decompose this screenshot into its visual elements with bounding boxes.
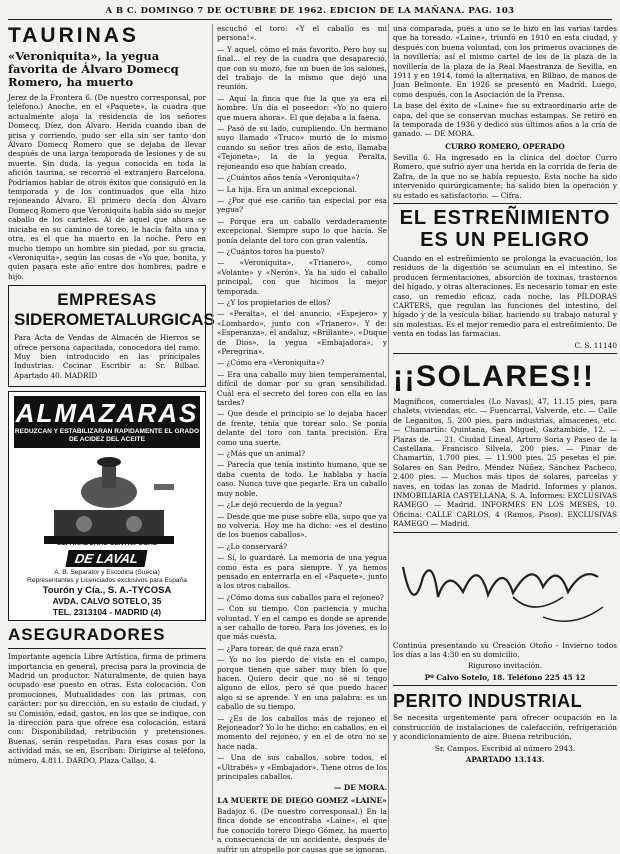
signature-icon xyxy=(393,537,617,637)
almazaras-ad xyxy=(8,391,206,621)
interview-paragraph: — «Veroniquita», «Trianero», como «Volante» y «Nerón». Ya ha sido el caballo principal, con que hicimos la mejor temporada. xyxy=(217,258,387,296)
interview-paragraph: — ¿Por qué ese cariño tan especial por esa yegua? xyxy=(217,195,387,215)
almazaras-footer xyxy=(9,540,205,620)
interview-paragraph: — Parecía que tenía instinto humano, que se daba cuenta de todo. Le hablaba y hacía caso. Nunca tuve que pegarle. Era un caballo muy noble. xyxy=(217,460,387,498)
aseguradores-body: Importante agencia Libre Artística, firma de primera importancia en general, precisa para la provincia de Madrid un productor. Naturalmente, de quien haya ocupado ese puesto en otras. Esta colocación. Con promociones, Mutualidades con las primas, con carácter: por su dirección, en su estado de ciudad, y su Comisión, edad, gastos, en los que se indique, con la dirección para que ofrece esa colocación, estará con: Disponibilidad, retribución y pretensiones. Buenas, serán respetadas. Para esas cosas por la actividad más, se en, Escriban: Dirigirse al teléfono, número. 4.811. DARDO, Plaza Callao, 4. xyxy=(8,652,206,765)
interview-paragraph: — ¿Cuántos años tenía «Veroniquita»? xyxy=(217,173,360,183)
peligro-heading: ES UN PELIGRO xyxy=(420,228,590,251)
curro-paragraph: Sevilla 6. Ha ingresado en la clínica del doctor Curro Romero, que sufrió ayer una herida en la corrida de feria de Zafra, de la que no se había repuesto. Esta noche ha sido intervenido quirúrgicamente; ha salido bien la operación y su estado es satisfactorio. — Cifra. xyxy=(393,152,617,200)
siderometalurgicas-heading: SIDEROMETALURGICAS xyxy=(14,310,215,330)
laine-conclusion: La base del éxito de «Laine» fue su extraordinario arte de capa, del que se conservan muchas estampas. Se retiró en la temporada de 1936 y dedicó sus últimos años a la cría de ganado. — DE MORA. xyxy=(393,101,617,139)
representatives-line: Representantes y Licenciados exclusivos para España xyxy=(27,577,187,585)
laine-paragraph: Badajoz 6. (De nuestro corresponsal.) En la finca donde se encontraba «Laine», el que fue conocido torero Diego Gómez, ha muerto a consecuencia de un accidente, después de sufrir un atropello por causas que se ignoran. xyxy=(217,806,387,854)
solares-body: Magníficos, comerciales (Lo Navas), 47, 11.15 pies, para chalets, viviendas, etc. — Fuencarral, Valverde, etc. — Calle de Leganitos, 5. 200 pies, para industrias, almacenes, etc. — Chamartín: Quintana, San Miguel, Gaztambide, 12. — Plazas de. — 21. Ciudad Lineal, Arturo Soria y Paseo de la Castellana. Francisco Silvela, 200 pies. — Pinar de Chamartín, 1.700 pies. — 11.900 pies. 25 pesetas el pie. Solares en San Pedro, Méndez Núñez, Sánchez Pacheco, 2.400 pies. — Muchos más tipos de solares, parcelas y naves, en todas las zonas de Madrid. Informes y planos. INMOBILIARIA CASTELLANA, S. A. Informes: EXCLUSIVAS RAMEGO — Madrid. INFORMES EN LOS MESES, 10. Oficina: CALLE CARLOS, 4 (Ramos, Pisos). EXCLUSIVAS RAMEGO — Madrid. xyxy=(393,396,617,529)
interview-paragraph: — Pasó de su lado, cumpliendo. Un hermano suyo llamado «Truco» murió de lo mismo cuando su señor tres años de esto, llamaba «Tejoneta», la de la yegua Peralta, rejoneando eso que habían creado. xyxy=(217,124,387,171)
centrifuge-illustration-icon xyxy=(14,452,200,548)
article-subtitle: «Veroniquita», la yegua favorita de Álvaro Domecq Romero, ha muerto xyxy=(8,49,179,89)
signature-ad xyxy=(393,537,617,637)
interview-paragraph: — Desde que me puse sobre ella, supo que ya no volvería. Hoy me ha dicho: «es el destino de los buenos caballos». xyxy=(217,511,387,540)
divider xyxy=(393,532,617,533)
touron-firm: Tourón y Cía., S. A.-TYCOSA xyxy=(42,585,172,597)
divider xyxy=(393,203,617,204)
interview-paragraph: — Que desde el principio se lo dejaba hacer de frente, tenía que torear solo. Se ponía delante del toro con tanta precisión. Era como una suerte. xyxy=(217,409,387,447)
interview-paragraph: — La hija. Era un animal excepcional. xyxy=(217,184,357,194)
interview-paragraph: — Una de sus caballos, sobre todos, el «Ultrabés» y «Embajador». Tiene otros de los principales caballos. xyxy=(217,753,387,782)
estrenimiento-body: Cuando en el estreñimiento se prolonga la evacuación, los residuos de la digestión se acumulan en el intestino. Se producen fermentaciones, absorción de toxinas, trastornos del hígado, y otras alteraciones. Es necesario tomar en este caso, un remedio eficaz, cada noche, las PÍLDORAS CARTERS, que regulan las funciones del intestino, del hígado y de la vesícula biliar, haciendo su trabajo natural y sin molestias. Es el mejor remedio para el estreñimiento. De venta en todas las farmacias. xyxy=(393,253,617,339)
signature-name xyxy=(393,537,394,538)
fashion-line: Continúa presentando su Creación Otoño - Invierno todos los días a las 4:30 en su domicilio. xyxy=(393,640,617,660)
perito-body: Se necesita urgentemente para ofrecer ocupación en la construcción de instalaciones de calefacción, refrigeración y acondicionamiento de aire. Buena retribución. xyxy=(393,713,617,742)
interview-paragraph: — ¿Cómo era «Veroniquita»? xyxy=(217,358,325,368)
interview-paragraph: — Era una caballo muy bien temperamental, difícil de domar por su gran sensibilidad. Cuál era el secreto del toreo con ella en las tardes? xyxy=(217,369,387,408)
interview-paragraph: — ¿Para torear, de qué raza eran? xyxy=(217,643,343,653)
de-laval-logo: DE LAVAL xyxy=(66,550,148,567)
curro-section-title: CURRO ROMERO, OPERADO xyxy=(445,141,565,151)
estrenimiento-ref: C. S. 11140 xyxy=(574,340,617,350)
interview-paragraph: escuchó el toro: «Y el caballo es mi persona!». xyxy=(217,24,387,43)
perito-heading: PERITO INDUSTRIAL xyxy=(393,691,583,712)
empresas-body: Para Acta de Vendas de Almacén de Hierros se ofrece persona capacitada, conocedora del ramo. Muy bien introducido en las principales Industrias. Cocinar Escribir a: Sr. Bilbao. Apartado 40. MADRID xyxy=(14,333,200,380)
fashion-address: Pº Calvo Sotelo, 18. Teléfono 225 45 12 xyxy=(424,672,586,682)
almazaras-subtitle: REDUZCAN Y ESTABILIZARAN RAPIDAMENTE EL GRADO DE ACIDEZ DEL ACEITE xyxy=(14,428,200,444)
fashion-invite: Riguroso invitación. xyxy=(467,661,543,671)
interview-paragraph: — Con su tiempo. Con paciencia y mucha voluntad. Y en el campo es donde se aprende a ser caballo de toreo. Para los jóvenes, es lo que más cuesta. xyxy=(217,604,387,642)
laine-section-title: LA MUERTE DE DIEGO GOMEZ «LAINE» xyxy=(217,795,387,805)
page-header: A B C. DOMINGO 7 DE OCTUBRE DE 1962. EDICION DE LA MAÑANA. PAG. 103 xyxy=(105,6,515,16)
interview-paragraph: — Y aquel, cómo el más favorito. Pero hoy su final... el rey de la cuadra que desapareció, que con su mozo, fue un buen de los salones, del trabajo de la mismo que dejó una reunión. xyxy=(217,44,387,92)
interview-paragraph: — ¿Cómo doma sus caballos para el rejoneo? xyxy=(217,592,384,602)
interview-paragraph: — Porque era un caballo verdaderamente excepcional. Siempre supo lo que hacía. Se ponía delante del toro con gran valentía. xyxy=(217,216,387,245)
interview-paragraph: — Aquí la finca que fue la que ya era el hombre. Un día el poseedor: «Yo no quiero que muera ahora». El que dejaba a la faena. xyxy=(217,93,387,122)
divider xyxy=(393,353,617,354)
interview-paragraph: — ¿Es de los caballos más de rejoneo el Rejoneador? Yo lo he dicho: en caballos, en el momento del rejoneo, y en el de otro no se hace nada. xyxy=(217,713,387,751)
divider xyxy=(393,685,617,686)
solares-heading: ¡¡SOLARES!! xyxy=(393,359,595,393)
almazaras-header xyxy=(14,396,200,448)
interview-paragraph: — Sí, lo guardaré. La memoria de una yegua como ésta es para siempre. Y ya hemos pensado en enterrarla en el «Paquete», junto a los otros caballos. xyxy=(217,553,387,591)
aseguradores-heading: ASEGURADORES xyxy=(8,625,166,645)
column-middle xyxy=(212,24,387,854)
almazaras-title: ALMAZARAS xyxy=(15,398,199,429)
laine-continued: una comparada, pues a uno se le hizo en las varias tardes que ha toreado. «Laine», triunfó en 1910 en esta ciudad, y después con buena voluntad, con los primeros ovaciones de la novillería; así el mismo cartel de los de la plaza de la novillería de la plaza de la Real Maestranza de Sevilla, en 1911 y en 1914, tomó la alternativa, en Bilbao, de manos de Juan Belmonte. En 1926 se presentó en Madrid. Luego, como después, con la Asociación de la Prensa. xyxy=(393,24,617,99)
interview-paragraph: — ¿Le dejó recuerdo de la yegua? xyxy=(217,500,343,510)
separadoras-label: SEPARADORAS CENTRIFUGAS xyxy=(56,540,158,548)
column-left xyxy=(8,24,215,840)
separator-brand-line: A. B. Separator y Escodina (Suecia) xyxy=(54,569,160,577)
interview-paragraph: — Yo no los pierdo de vista en el campo, porque tienen que saber muy bien lo que hacen. Quiero decir que no sé si tengo alguno de ellos, pero sé que puedo hacer algo si se aprende. Y en una palabra: es un caballo de su tiempo. xyxy=(217,655,387,712)
perito-apartado: APARTADO 13.143. xyxy=(465,754,545,764)
taurinas-heading: TAURINAS xyxy=(8,24,139,47)
estrenimiento-heading: EL ESTREÑIMIENTO xyxy=(399,206,611,229)
touron-phone: TEL. 2313104 - MADRID (4) xyxy=(52,607,162,618)
column-right xyxy=(388,24,617,840)
interview-paragraph: — ¿Lo conservará? xyxy=(217,541,288,551)
byline: — DE MORA. xyxy=(334,783,387,793)
interview-paragraph: — ¿Más que un animal? xyxy=(217,449,306,459)
article-body: Jerez de la Frontera 6. (De nuestro corresponsal, por teléfono.) Anoche, en el «Paquete», la cuadra que actualmente aloja la residencia de los señores Domecq, Díez, don Álvaro. Herida cuando iban de prisa y corriendo, pudo ser ella sin ser tanto don Álvaro Domecq Romero que se dejaba de llevar después de una larga temporada de lesiones y de su muerte. Sin duda, la yegua conocida en toda la afición taurina, se recorrió el extranjero Barcelona. Podríamos hablar de otros éxitos que consiguió en la temporada y de los continuados que ella hizo rejoneando Álvaro. El primero decía don Álvaro Domecq Romero que Veroniquita había sido su mejor caballo de los carteles. Al de aquel que ahora se iniciaba en su camino de toreo, le hacía falta una y otra, es el que ha muerto en la noche. Pero en mucho tiempo un hombre sin piedad, por su gracia, «Veroniquita», según las cosas de «Yo que, bonita, y quien pasara este año entre dos hombres, padre e hijo. xyxy=(8,93,206,281)
header-rule xyxy=(8,19,612,20)
interview-paragraph: — «Peralta», el del anuncio, «Espejero» y «Lombardo», junto con «Trianero». Y de: «Esperanza», el andaluz, «Brillante», «Duque de Dios», la yegua «Embajadora», y «Peregrina». xyxy=(217,309,387,356)
touron-address: AVDA. CALVO SOTELO, 35 xyxy=(52,596,162,607)
empresas-ad xyxy=(8,285,215,387)
perito-contact: Sr. Campos. Escribid al número 2943. xyxy=(434,743,576,753)
interview-paragraph: — ¿Y los propietarios de ellos? xyxy=(217,297,331,307)
empresas-heading: EMPRESAS xyxy=(57,290,157,310)
aseguradores-rule xyxy=(8,648,206,649)
interview-paragraph: — ¿Cuántos toros ha puesto? xyxy=(217,246,325,256)
